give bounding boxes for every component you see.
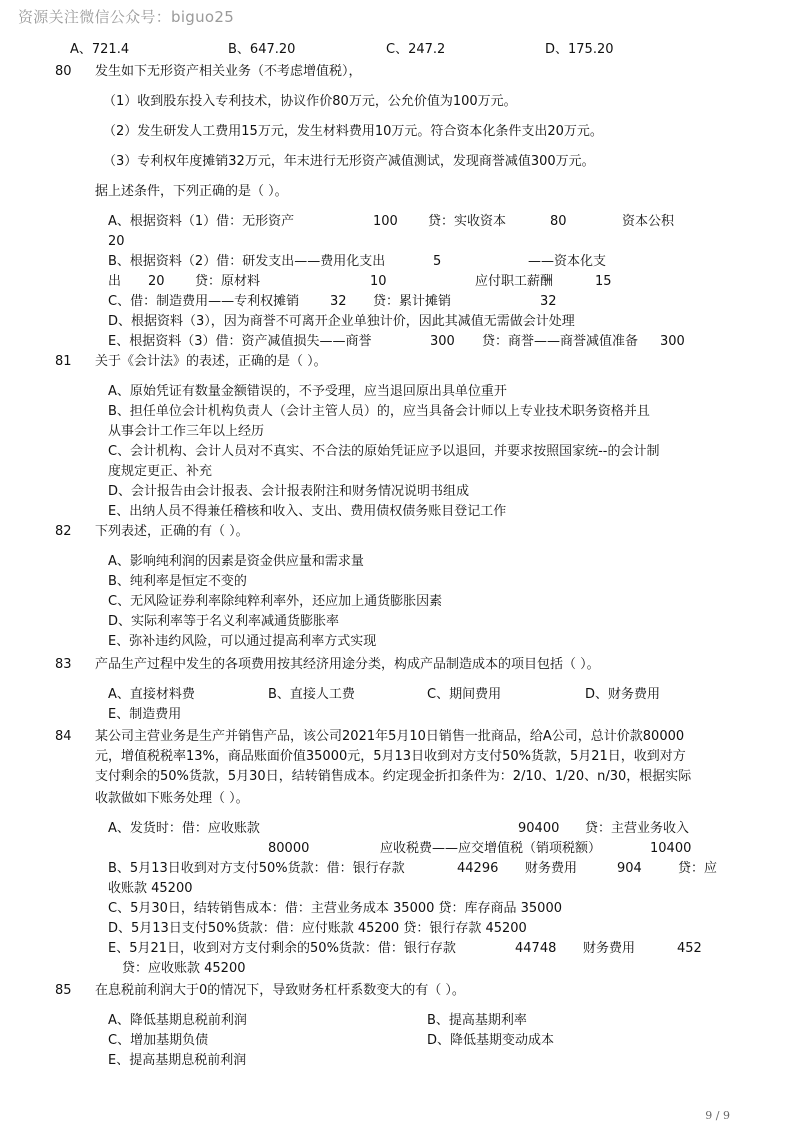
question-stem: 下列表述，正确的有（ ）。	[95, 524, 249, 539]
q84-option-b-amount: 44296	[457, 861, 499, 876]
q85-option-c: C、增加基期负债	[108, 1033, 209, 1048]
question-stem: 支付剩余的50%货款，5月30日，结转销售成本。约定现金折扣条件为：2/10、1/20、n/30，根据实际	[95, 769, 692, 784]
q81-option-e: E、出纳人员不得兼任稽核和收入、支出、费用债权债务账目登记工作	[108, 504, 507, 519]
q82-option-e: E、弥补违约风险，可以通过提高利率方式实现	[108, 634, 377, 649]
q83-option-b: B、直接人工费	[268, 687, 355, 702]
q84-option-e-amount: 452	[677, 941, 702, 956]
q82-option-b: B、纯利率是恒定不变的	[108, 574, 247, 589]
q82-option-c: C、无风险证券利率除纯粹利率外，还应加上通货膨胀因素	[108, 594, 443, 609]
question-number: 85	[55, 983, 72, 998]
q81-option-b-cont: 从事会计工作三年以上经历	[108, 424, 265, 439]
q84-option-b-cont: 收账款 45200	[108, 881, 193, 896]
q80-option-a-amount: 100	[373, 214, 398, 229]
q79-option-c: C、247.2	[386, 42, 446, 57]
q84-option-e: E、5月21日，收到对方支付剩余的50%货款：借：银行存款	[108, 941, 456, 956]
q79-option-d: D、175.20	[545, 42, 614, 57]
q80-option-a-amount: 20	[108, 234, 125, 249]
q81-option-d: D、会计报告由会计报表、会计报表附注和财务情况说明书组成	[108, 484, 470, 499]
q84-option-b-credit: 贷：应	[678, 861, 718, 876]
question-item: （2）发生研发人工费用15万元，发生材料费用10万元。符合资本化条件支出20万元。	[103, 124, 603, 139]
q84-option-a-amount: 10400	[650, 841, 692, 856]
q80-option-b-credit: 贷：原材料	[195, 274, 261, 289]
q84-option-b-debit: 财务费用	[525, 861, 578, 876]
q84-option-a-credit: 贷：主营业务收入	[585, 821, 690, 836]
q84-option-e-cont: 贷：应收账款 45200	[122, 961, 246, 976]
q80-option-e-amount: 300	[660, 334, 685, 349]
q80-option-b-amount: 10	[370, 274, 387, 289]
q80-option-c-amount: 32	[330, 294, 347, 309]
q80-option-a-credit: 资本公积	[622, 214, 675, 229]
q84-option-a-amount: 90400	[518, 821, 560, 836]
q80-option-c-amount: 32	[540, 294, 557, 309]
q80-option-a: A、根据资料（1）借：无形资产	[108, 214, 295, 229]
question-ask: 据上述条件，下列正确的是（ ）。	[95, 184, 288, 199]
q84-option-a: A、发货时：借：应收账款	[108, 821, 260, 836]
q84-option-d: D、5月13日支付50%货款：借：应付账款 45200 贷：银行存款 45200	[108, 921, 527, 936]
question-item: （1）收到股东投入专利技术，协议作价80万元，公允价值为100万元。	[103, 94, 517, 109]
q81-option-c: C、会计机构、会计人员对不真实、不合法的原始凭证应予以退回，并要求按照国家统--的会计制	[108, 444, 660, 459]
q84-option-a-amount: 80000	[268, 841, 310, 856]
q80-option-c-credit: 贷：累计摊销	[373, 294, 452, 309]
question-stem: 收款做如下账务处理（ ）。	[95, 791, 249, 806]
question-stem: 关于《会计法》的表述，正确的是（ ）。	[95, 354, 327, 369]
question-stem: 发生如下无形资产相关业务（不考虑增值税），	[95, 64, 362, 79]
q80-option-b-amount: 20	[148, 274, 165, 289]
q83-option-e: E、制造费用	[108, 707, 182, 722]
q85-option-a: A、降低基期息税前利润	[108, 1013, 247, 1028]
question-stem: 元，增值税税率13%，商品账面价值35000元，5月13日收到对方支付50%货款，5月21日，收到对方	[95, 749, 686, 764]
q79-option-a: A、721.4	[70, 42, 130, 57]
watermark: 资源关注微信公众号：biguo25	[18, 8, 235, 26]
question-number: 84	[55, 729, 72, 744]
question-number: 82	[55, 524, 72, 539]
q82-option-d: D、实际利率等于名义利率减通货膨胀率	[108, 614, 340, 629]
question-item: （3）专利权年度摊销32万元，年末进行无形资产减值测试，发现商誉减值300万元。	[103, 154, 595, 169]
question-number: 80	[55, 64, 72, 79]
q85-option-b: B、提高基期利率	[427, 1013, 527, 1028]
q85-option-e: E、提高基期息税前利润	[108, 1053, 247, 1068]
page-number: 9 / 9	[705, 1109, 730, 1122]
q84-option-b: B、5月13日收到对方支付50%货款：借：银行存款	[108, 861, 405, 876]
q79-option-b: B、647.20	[228, 42, 296, 57]
question-stem: 某公司主营业务是生产并销售产品，该公司2021年5月10日销售一批商品，给A公司，总计价款80000	[95, 729, 685, 744]
q83-option-d: D、财务费用	[585, 687, 661, 702]
q80-option-b-amount: 15	[595, 274, 612, 289]
q81-option-a: A、原始凭证有数量金额错误的，不予受理，应当退回原出具单位重开	[108, 384, 507, 399]
q80-option-b-credit: 应付职工薪酬	[475, 274, 554, 289]
q85-option-d: D、降低基期变动成本	[427, 1033, 555, 1048]
q82-option-a: A、影响纯利润的因素是资金供应量和需求量	[108, 554, 364, 569]
q84-option-a-credit: 应收税费——应交增值税（销项税额）	[380, 841, 602, 856]
q83-option-c: C、期间费用	[427, 687, 502, 702]
q84-option-c: C、5月30日，结转销售成本：借：主营业务成本 35000 贷：库存商品 35000	[108, 901, 562, 916]
q81-option-b: B、担任单位会计机构负责人（会计主管人员）的，应当具备会计师以上专业技术职务资格并且	[108, 404, 650, 419]
q80-option-a-amount: 80	[550, 214, 567, 229]
q80-option-b-part: ——资本化支	[528, 254, 607, 269]
question-number: 81	[55, 354, 72, 369]
q84-option-e-debit: 财务费用	[583, 941, 636, 956]
q80-option-e-credit: 贷：商誉——商誉减值准备	[482, 334, 639, 349]
q80-option-b-amount: 5	[433, 254, 442, 269]
q80-option-b: B、根据资料（2）借：研发支出——费用化支出	[108, 254, 386, 269]
q83-option-a: A、直接材料费	[108, 687, 195, 702]
q84-option-b-amount: 904	[617, 861, 642, 876]
question-number: 83	[55, 657, 72, 672]
q80-option-b-part: 出	[108, 274, 122, 289]
q80-option-e: E、根据资料（3）借：资产减值损失——商誉	[108, 334, 372, 349]
q84-option-e-amount: 44748	[515, 941, 557, 956]
question-stem: 在息税前利润大于0的情况下，导致财务杠杆系数变大的有（ ）。	[95, 983, 465, 998]
q81-option-c-cont: 度规定更正、补充	[108, 464, 213, 479]
question-stem: 产品生产过程中发生的各项费用按其经济用途分类，构成产品制造成本的项目包括（ ）。	[95, 657, 600, 672]
q80-option-a-credit: 贷：实收资本	[428, 214, 507, 229]
q80-option-c: C、借：制造费用——专利权摊销	[108, 294, 300, 309]
q80-option-d: D、根据资料（3），因为商誉不可离开企业单独计价，因此其减值无需做会计处理	[108, 314, 575, 329]
q80-option-e-amount: 300	[430, 334, 455, 349]
